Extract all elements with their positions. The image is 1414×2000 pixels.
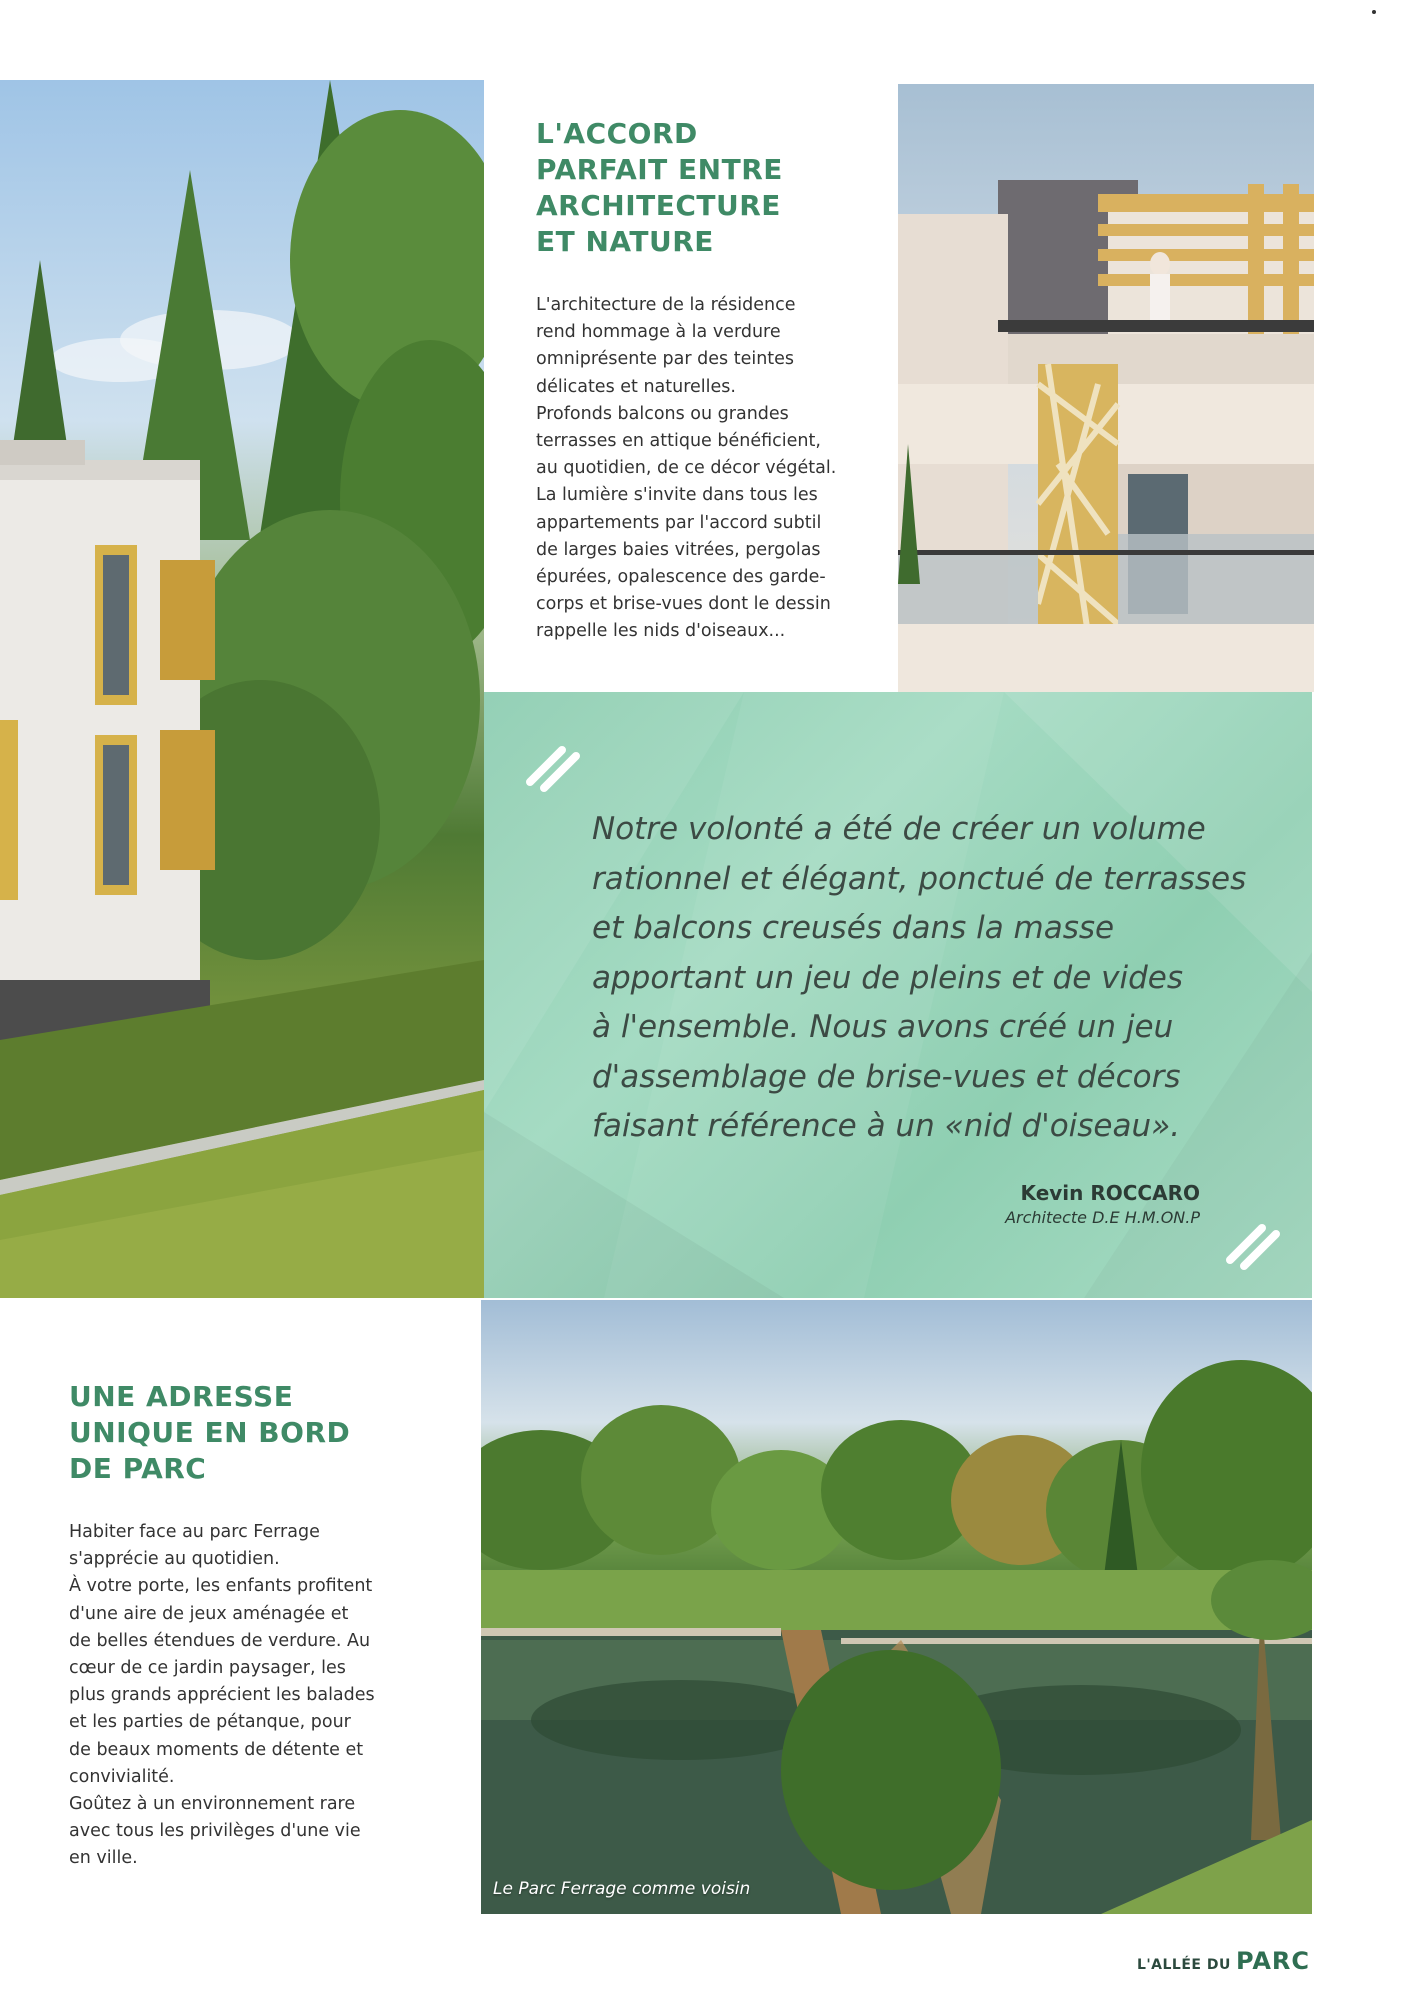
quote-line: Notre volonté a été de créer un volume	[592, 811, 1206, 847]
balcony-render-photo	[898, 84, 1314, 692]
architecture-body-line: omniprésente par des teintes	[536, 349, 795, 370]
architecture-title-line: ET NATURE	[536, 225, 714, 258]
architecture-body-line: rappelle les nids d'oiseaux...	[536, 621, 786, 642]
closing-quote-icon	[1222, 1210, 1282, 1270]
address-body-line: À votre porte, les enfants profitent	[69, 1576, 373, 1597]
garden-building-photo	[0, 80, 484, 1298]
address-title-line: DE PARC	[69, 1452, 207, 1485]
address-section	[69, 1379, 375, 1873]
address-body-line: d'une aire de jeux aménagée et	[69, 1603, 349, 1624]
architecture-body-line: au quotidien, de ce décor végétal.	[536, 458, 837, 479]
architecture-body	[536, 292, 836, 646]
address-body-line: cœur de ce jardin paysager, les	[69, 1658, 346, 1679]
brand-logo-prefix: L'ALLÉE DU	[1136, 1957, 1231, 1973]
architecture-body-line: corps et brise-vues dont le dessin	[536, 594, 831, 615]
quote-author-name: Kevin ROCCARO	[1020, 1181, 1200, 1205]
address-body-line: Habiter face au parc Ferrage	[69, 1522, 320, 1542]
quote-line: d'assemblage de brise-vues et décors	[592, 1058, 1181, 1095]
architect-quote-text	[592, 805, 1292, 1152]
address-body-line: avec tous les privilèges d'une vie	[69, 1821, 361, 1842]
architecture-body-line: appartements par l'accord subtil	[536, 512, 822, 533]
quote-line: et balcons creusés dans la masse	[592, 910, 1115, 946]
address-body-line: Goûtez à un environnement rare	[69, 1794, 356, 1815]
address-body-line: convivialité.	[69, 1766, 175, 1787]
quote-author-role: Architecte D.E H.M.ON.P	[1005, 1208, 1200, 1227]
architecture-body-line: La lumière s'invite dans tous les	[536, 485, 818, 506]
architecture-title-line: ARCHITECTURE	[536, 189, 781, 222]
architecture-body-line: épurées, opalescence des garde-	[536, 567, 826, 588]
architecture-title-line: L'ACCORD	[536, 117, 698, 150]
quote-line: faisant référence à un «nid d'oiseau».	[592, 1108, 1181, 1144]
quote-line: à l'ensemble. Nous avons créé un jeu	[592, 1009, 1174, 1045]
architecture-title-line: PARFAIT ENTRE	[536, 153, 783, 186]
address-title-line: UNE ADRESSE	[69, 1380, 294, 1413]
architecture-body-line: L'architecture de la résidence	[536, 295, 796, 315]
park-ferrage-photo	[481, 1300, 1312, 1914]
park-photo-caption: Le Parc Ferrage comme voisin	[493, 1879, 751, 1899]
address-body-line: plus grands apprécient les balades	[69, 1685, 375, 1706]
address-title-line: UNIQUE EN BORD	[69, 1416, 351, 1449]
architecture-body-line: Profonds balcons ou grandes	[536, 403, 789, 424]
garden-illustration	[0, 80, 484, 1298]
address-body	[69, 1519, 375, 1873]
address-body-line: de belles étendues de verdure. Au	[69, 1630, 371, 1651]
address-body-line: en ville.	[69, 1848, 138, 1869]
balcony-illustration	[898, 84, 1314, 692]
architecture-title	[536, 116, 836, 260]
address-body-line: de beaux moments de détente et	[69, 1739, 364, 1760]
address-body-line: et les parties de pétanque, pour	[69, 1712, 351, 1733]
brand-logo-main: PARC	[1235, 1947, 1310, 1975]
quote-line: rationnel et élégant, ponctué de terrasses	[592, 860, 1247, 897]
address-body-line: s'apprécie au quotidien.	[69, 1549, 280, 1570]
architecture-section	[536, 116, 836, 646]
architecture-body-line: terrasses en attique bénéficient,	[536, 431, 821, 452]
architecture-body-line: de larges baies vitrées, pergolas	[536, 539, 821, 560]
quote-line: apportant un jeu de pleins et de vides	[592, 959, 1183, 996]
corner-mark	[1372, 10, 1376, 14]
architecture-body-line: délicates et naturelles.	[536, 376, 736, 397]
park-illustration	[481, 1300, 1312, 1914]
opening-quote-icon	[522, 732, 582, 792]
architecture-body-line: rend hommage à la verdure	[536, 322, 781, 343]
address-title	[69, 1379, 375, 1487]
brand-logo	[1137, 1947, 1310, 1975]
